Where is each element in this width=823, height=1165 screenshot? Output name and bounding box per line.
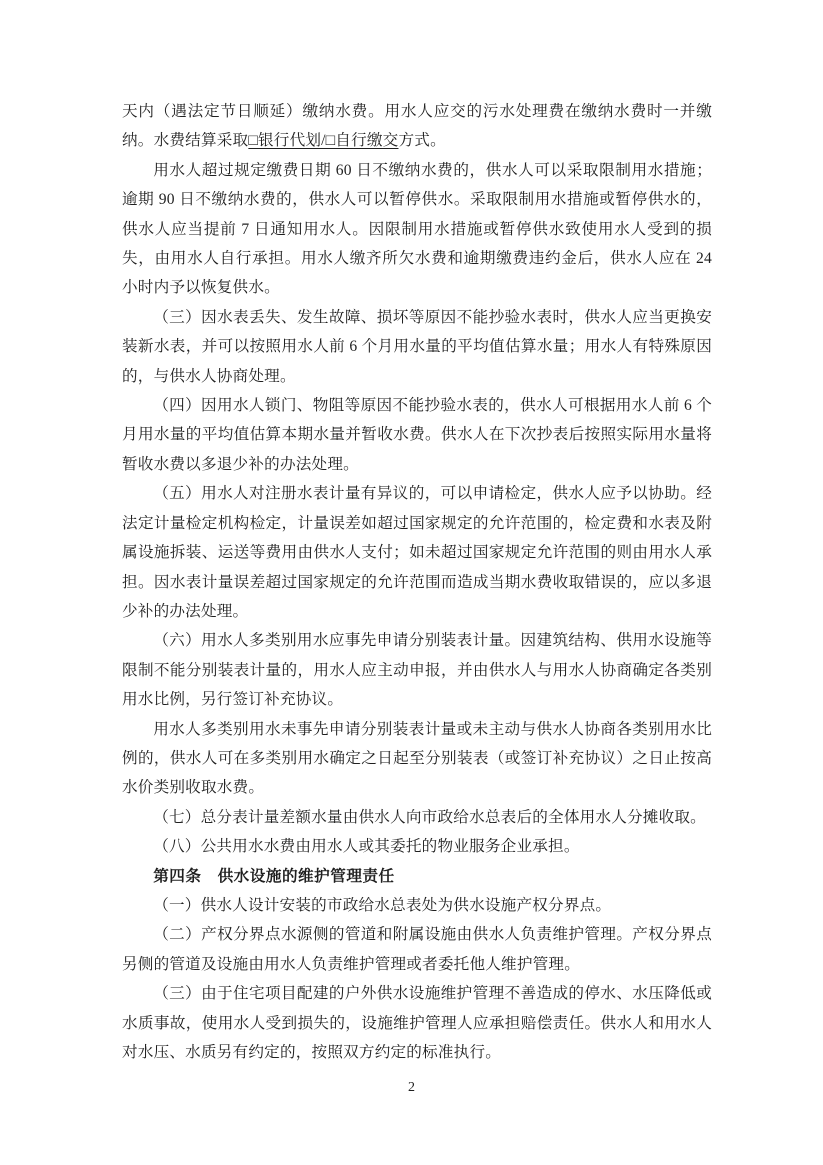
paragraph-item-3-meter-damage <box>122 303 712 391</box>
payment-method-checkbox-options: □银行代划/□自行缴交 <box>248 132 399 150</box>
paragraph-item-8-public-water-fee <box>122 832 712 861</box>
text-segment: （四）因用水人锁门、物阻等原因不能抄验水表的，供水人可根据用水人前 6 个月用水量的平均值估算本期水量并暂收水费。供水人在下次抄表后按照实际用水量将暂收水费以多退少补的办法处理。 <box>122 397 712 473</box>
paragraph-item-4-meter-inaccessible <box>122 391 712 479</box>
text-segment: 用水人多类别用水未事先申请分别装表计量或未主动与供水人协商各类别用水比例的，供水人可在多类别用水确定之日起至分别装表（或签订补充协议）之日止按高水价类别收取水费。 <box>122 720 712 797</box>
text-segment: （一）供水人设计安装的市政给水总表处为供水设施产权分界点。 <box>153 896 612 914</box>
text-segment: （三）由于住宅项目配建的户外供水设施维护管理不善造成的停水、水压降低或水质事故，使用水人受到损失的，设施维护管理人应承担赔偿责任。供水人和用水人对水压、水质另有约定的，按照双方约定的标准执行。 <box>122 985 712 1061</box>
paragraph-payment-continuation <box>122 97 712 156</box>
paragraph-item-2-maintenance-responsibility <box>122 920 712 979</box>
paragraph-multi-category-default <box>122 715 712 803</box>
heading-article-4 <box>122 862 712 891</box>
paragraph-item-6-multi-category-metering <box>122 626 712 714</box>
text-segment: 天内（遇法定节日顺延）缴纳水费。用水人应交的污水处理费在缴纳水费时一并缴纳。水费结算采取 <box>122 103 712 150</box>
document-body <box>122 97 712 1067</box>
text-segment: （八）公共用水水费由用水人或其委托的物业服务企业承担。 <box>153 838 580 856</box>
text-segment: （二）产权分界点水源侧的管道和附属设施由供水人负责维护管理。产权分界点另侧的管道及设施由用水人负责维护管理或者委托他人维护管理。 <box>122 926 712 973</box>
text-segment: 第四条 供水设施的维护管理责任 <box>153 867 395 885</box>
page-number: 2 <box>408 1080 415 1095</box>
paragraph-item-3-residential-facilities <box>122 979 712 1067</box>
paragraph-overdue-payment <box>122 156 712 303</box>
text-segment: （三）因水表丢失、发生故障、损坏等原因不能抄验水表时，供水人应当更换安装新水表，并可以按照用水人前 6 个月用水量的平均值估算水量；用水人有特殊原因的，与供水人协商处理。 <box>122 308 712 385</box>
text-segment: （六）用水人多类别用水应事先申请分别装表计量。因建筑结构、供用水设施等限制不能分别装表计量的，用水人应主动申报，并由供水人与用水人协商确定各类别用水比例，另行签订补充协议。 <box>122 632 712 709</box>
paragraph-item-5-meter-verification <box>122 479 712 626</box>
paragraph-item-7-meter-difference <box>122 803 712 832</box>
text-segment: 方式。 <box>398 132 446 150</box>
text-segment: （五）用水人对注册水表计量有异议的，可以申请检定，供水人应予以协助。经法定计量检定机构检定，计量误差如超过国家规定的允许范围的，检定费和水表及附属设施拆装、运送等费用由供水人支付；如未超过国家规定允许范围的则由用水人承担。因水表计量误差超过国家规定的允许范围而造成当期水费收取错误的，应以多退少补的办法处理。 <box>122 485 712 620</box>
page-footer <box>0 1079 823 1097</box>
paragraph-item-1-ownership-boundary <box>122 891 712 920</box>
text-segment: （七）总分表计量差额水量由供水人向市政给水总表后的全体用水人分摊收取。 <box>153 808 706 826</box>
text-segment: 用水人超过规定缴费日期 60 日不缴纳水费的，供水人可以采取限制用水措施；逾期 90 日不缴纳水费的，供水人可以暂停供水。采取限制用水措施或暂停供水的，供水人应当提前 7 日通知用水人。因限制用水措施或暂停供水致使用水人受到的损失，由用水人自行承担。用水人缴齐所欠水费和逾期缴费违约金后，供水人应在 24 小时内予以恢复供水。 <box>122 161 712 297</box>
